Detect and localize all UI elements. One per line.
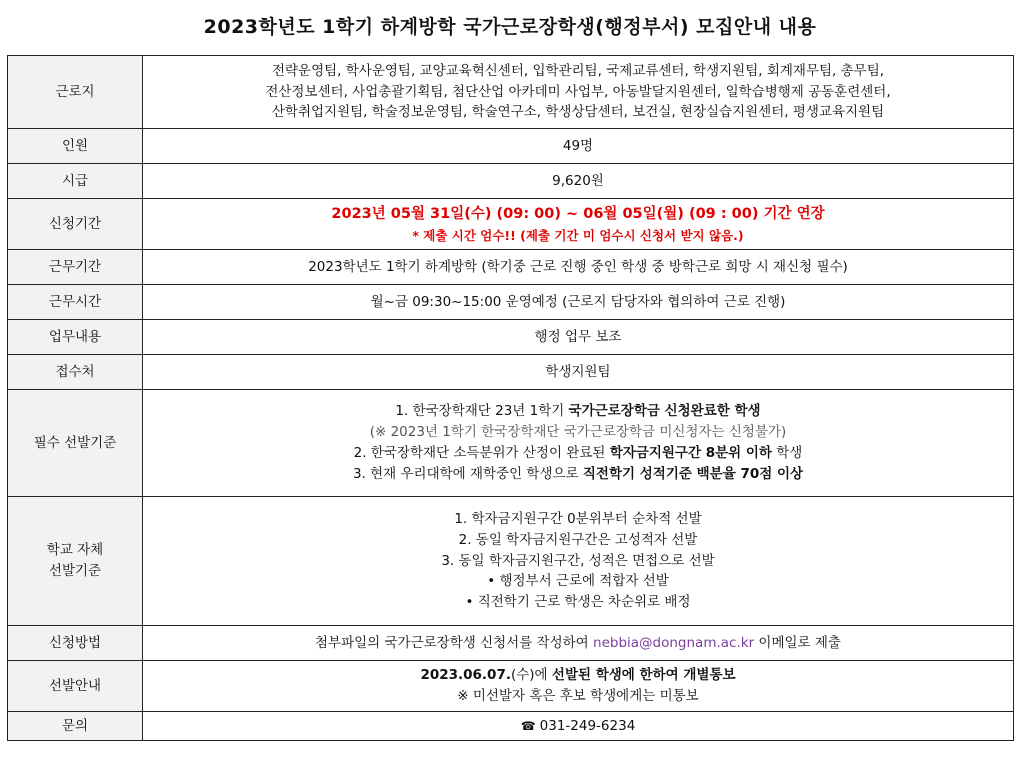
row-label: 근무기간: [8, 250, 143, 285]
criteria-text: 3. 현재 우리대학에 재학중인 학생으로: [352, 465, 583, 482]
row-label: 선발안내: [8, 661, 143, 712]
criteria-emphasis: 국가근로장학금 신청완료한 학생: [568, 403, 761, 420]
table-row: [8, 129, 1014, 164]
apply-period-note: * 제출 시간 엄수!! (제출 기간 미 엄수시 신청서 받지 않음.): [412, 227, 744, 243]
notice-emphasis: 선발된 학생에 한하여 개별통보: [551, 667, 736, 684]
workplace-list: [143, 56, 1014, 129]
table-row: [8, 390, 1014, 497]
table-row: [8, 355, 1014, 390]
notice-main: [147, 665, 1009, 686]
required-criteria: [143, 390, 1014, 497]
notice-note: ※ 미선발자 혹은 후보 학생에게는 미통보: [457, 688, 699, 704]
criteria-item: 1. 학자금지원구간 0분위부터 순차적 선발: [454, 510, 702, 527]
criteria-text: 1. 한국장학재단 23년 1학기: [395, 403, 569, 420]
criteria-bullet: • 직전학기 근로 학생은 차순위로 배정: [465, 594, 691, 611]
row-label: 신청방법: [8, 626, 143, 661]
criteria-emphasis: 직전학기 성적기준 백분율 70점 이상: [582, 465, 804, 482]
table-row: [8, 199, 1014, 250]
work-hours: 월~금 09:30~15:00 운영예정 (근로지 담당자와 협의하여 근로 진행): [143, 285, 1014, 320]
criteria-item: [147, 464, 1009, 485]
row-label: 문의: [8, 712, 143, 741]
criteria-bullet: • 행정부서 근로에 적합자 선발: [487, 573, 669, 590]
notice-text: (수)에: [510, 667, 552, 684]
row-label: 업무내용: [8, 320, 143, 355]
criteria-item: 3. 동일 학자금지원구간, 성적은 면접으로 선발: [441, 552, 715, 569]
people-count: 49명: [143, 129, 1014, 164]
contact-phone: [143, 712, 1014, 741]
table-row: [8, 661, 1014, 712]
table-row: [8, 250, 1014, 285]
notice-date: 2023.06.07.: [420, 667, 511, 684]
table-row: [8, 712, 1014, 741]
apply-period-main: 2023년 05월 31일(수) (09: 00) ~ 06월 05일(월) (09 : 00) 기간 연장: [331, 206, 825, 223]
phone-number: 031-249-6234: [539, 717, 636, 734]
table-row: [8, 164, 1014, 199]
row-label: 근무시간: [8, 285, 143, 320]
hourly-wage: 9,620원: [143, 164, 1014, 199]
criteria-note: (※ 2023년 1학기 한국장학재단 국가근로장학금 미신청자는 신청불가): [369, 424, 787, 441]
method-text: 이메일로 제출: [754, 634, 841, 651]
table-row: [8, 56, 1014, 129]
selection-notice: [143, 661, 1014, 712]
row-label: 접수처: [8, 355, 143, 390]
workplace-line: 전산정보센터, 사업총괄기획팀, 첨단산업 아카데미 사업부, 아동발달지원센터, 일학습병행제 공동훈련센터,: [265, 83, 891, 100]
criteria-item: [147, 401, 1009, 422]
row-label: 근로지: [8, 56, 143, 129]
apply-method: [143, 626, 1014, 661]
table-row: [8, 285, 1014, 320]
row-label: [8, 497, 143, 626]
row-label: 인원: [8, 129, 143, 164]
apply-period: [143, 199, 1014, 250]
phone-icon: ☎: [520, 718, 536, 733]
row-label-line: 학교 자체: [46, 542, 104, 559]
school-criteria: [143, 497, 1014, 626]
criteria-item: 2. 동일 학자금지원구간은 고성적자 선발: [458, 531, 698, 548]
work-period: 2023학년도 1학기 하계방학 (학기중 근로 진행 중인 학생 중 방학근로 희망 시 재신청 필수): [143, 250, 1014, 285]
table-row: [8, 497, 1014, 626]
page-title: 2023학년도 1학기 하계방학 국가근로장학생(행정부서) 모집안내 내용: [203, 16, 817, 38]
workplace-line: 전략운영팀, 학사운영팀, 교양교육혁신센터, 입학관리팀, 국제교류센터, 학생지원팀, 회계재무팀, 총무팀,: [271, 62, 885, 79]
criteria-emphasis: 학자금지원구간 8분위 이하: [609, 445, 772, 461]
reception-office: 학생지원팀: [143, 355, 1014, 390]
row-label: 시급: [8, 164, 143, 199]
table-row: [8, 626, 1014, 661]
criteria-item: [147, 443, 1009, 464]
workplace-line: 산학취업지원팀, 학술정보운영팀, 학술연구소, 학생상담센터, 보건실, 현장실습지원센터, 평생교육지원팀: [271, 104, 885, 121]
table-row: [8, 320, 1014, 355]
criteria-text: 2. 한국장학재단 소득분위가 산정이 완료된: [353, 445, 610, 461]
method-text: 첨부파일의 국가근로장학생 신청서를 작성하여: [315, 634, 594, 651]
email-link[interactable]: nebbia@dongnam.ac.kr: [593, 634, 755, 651]
task-description: 행정 업무 보조: [143, 320, 1014, 355]
criteria-text: 학생: [771, 445, 803, 461]
row-label: 필수 선발기준: [8, 390, 143, 497]
row-label-line: 선발기준: [48, 563, 102, 579]
row-label: 신청기간: [8, 199, 143, 250]
recruitment-table: [7, 55, 1014, 741]
